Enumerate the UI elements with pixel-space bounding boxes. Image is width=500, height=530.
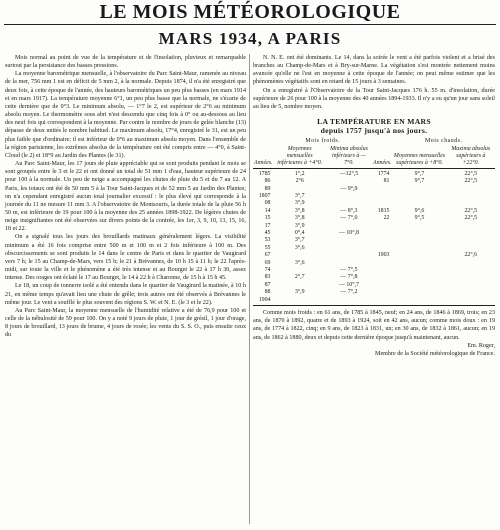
cell-year: 89	[264, 185, 271, 192]
cell-mean-low: 0°,4	[294, 229, 305, 236]
table-row	[253, 289, 495, 296]
cell-min-abs: — 10°,8	[338, 229, 359, 236]
cell-mean-low: 3°,9	[294, 200, 305, 207]
cell-max-abs	[447, 274, 495, 281]
cell-mean-high	[392, 297, 446, 306]
cell-year	[372, 186, 392, 193]
paragraph: On a enregistré à l'Observatoire de la Tour Saint-Jacques 176 h. 55 m. d'insolation, durée supérieure de 26 pour 100 à la moyenne des 40 années 1894-1933. Il n'y a eu qu'un jour sans soleil au lieu de 5, nombre moyen.	[253, 87, 495, 110]
cell-max-abs	[447, 282, 495, 289]
cell-mean-low: 2°6	[295, 178, 304, 185]
table-row	[253, 193, 495, 200]
cell-year	[372, 282, 392, 289]
cell-year: 74	[264, 267, 271, 273]
cell-mean-high: 9°,7	[414, 170, 425, 177]
table-row	[253, 252, 495, 259]
cell-year: 55	[264, 244, 271, 251]
cell-max-abs	[447, 223, 495, 230]
cell-mean-low	[273, 252, 325, 259]
cell-year	[372, 297, 392, 306]
cell-max-abs: 22°,5	[464, 215, 478, 222]
cell-year	[372, 223, 392, 230]
paragraph: Au Parc Saint-Maur, la moyenne mensuelle de l'humidité relative a été de 76,9 pour 100 et celle de la nébulosité de 59 pour 100. On y a noté 9 jours de pluie, 1 jour de grésil, 1 jour d'orage, 8 jours de brouillard, 13 jours de brume, 4 jours de rosée; les vents du S. S. O., puis ensuite ceux du	[5, 307, 246, 339]
cell-year	[372, 260, 392, 267]
cell-min-abs	[326, 245, 372, 252]
cell-mean-high	[392, 260, 446, 267]
cell-min-abs	[326, 237, 372, 244]
cell-max-abs	[447, 297, 495, 306]
col-header-mean-low: Moyennes mensuelles inférieures à +4°0.	[273, 146, 325, 169]
cell-year: 1785	[258, 170, 271, 177]
cell-year: 1774	[377, 170, 390, 177]
group-header-warm: Mois chauds.	[425, 138, 463, 145]
paragraph: La moyenne barométrique mensuelle, à l'observatoire du Parc Saint-Maur, ramenée au niveau de la mer, 756 mm 1 est en déficit de 5 mm 2, à la normale. Depuis 1874, il n'a été enregistré que deux fois, à cette époque de l'année, des hauteurs barométriques un peu plus basses (en mars 1914 et en mars 1917). La température moyenne 6°1, un peu plus basse que la normale, ne s'écarte de cette dernière que de 0°3. Le minimum absolu, — 1°7 le 2, est supérieur de 2°6 au minimum absolu moyen. Le thermomètre sous abri n'est descendu que cinq fois à 0° ou au-dessous au lieu des neuf fois qui correspondent à la moyenne. Par contre le nombre de jours de gelée blanche (13) dépasse de deux unités le nombre habituel. Le maximum absolu, 17°4, enregistré le 31, est un peu plus faible que d'ordinaire; il est inférieur de 0°6 au maximum absolu moyen. Dans l'ensemble de la région parisienne, les extrêmes absolus de la température ont été compris entre — 4°0, à Saint-Cloud (le 2) et 18°9 au Jardin des Plantes (le 31).	[5, 71, 246, 159]
cell-max-abs: 22°,5	[464, 170, 478, 177]
cell-year: 1903	[377, 252, 390, 259]
cell-min-abs	[326, 178, 372, 185]
signature-role: Membre de la Société météorologique de France.	[375, 350, 495, 357]
cell-min-abs: —12°,5	[339, 170, 359, 177]
table-row	[253, 267, 495, 274]
col-header-min-abs: Minima absolus inférieurs à — 7°0.	[326, 146, 372, 169]
cell-year: 08	[264, 200, 271, 207]
cell-mean-high: 9°,7	[414, 178, 425, 185]
cell-min-abs	[326, 200, 372, 207]
table-row	[253, 237, 495, 244]
col-header-year: Années.	[372, 146, 392, 169]
cell-year	[372, 237, 392, 244]
table-title-line: LA TEMPÉRATURE EN MARS	[317, 117, 431, 127]
table-row	[253, 223, 495, 230]
cell-min-abs: — 8°,3	[340, 207, 358, 214]
cell-mean-high	[392, 245, 446, 252]
cell-mean-low: 3°,9	[294, 222, 305, 229]
group-header-cold: Mois froids.	[305, 138, 341, 145]
cell-mean-high	[392, 193, 446, 200]
right-column	[253, 54, 495, 358]
cell-year: 83	[264, 274, 271, 281]
cell-year	[372, 193, 392, 200]
cell-max-abs	[447, 289, 495, 296]
cell-max-abs	[447, 267, 495, 274]
cell-mean-high: 9°,5	[414, 215, 425, 222]
cell-mean-high	[392, 252, 446, 259]
cell-year	[372, 289, 392, 296]
cell-mean-high	[392, 267, 446, 274]
table-title-line: depuis 1757 jusqu'à nos jours.	[320, 126, 428, 136]
cell-max-abs	[447, 186, 495, 193]
table-row	[253, 260, 495, 267]
cell-year	[372, 267, 392, 274]
cell-mean-high	[392, 223, 446, 230]
cell-mean-low: 3°,7	[294, 237, 305, 244]
cell-year	[372, 200, 392, 207]
paragraph: N. N. E. ont été dominants. Le 14, dans la soirée le vent a été parfois violent et a brisé des branches au Champ-de-Mars et à Bry-sur-Marne. La végétation s'est montrée nettement moins avancée qu'elle ne l'est en moyenne à cette époque de l'année; on peut même estimer que les phénomènes végétatifs sont en retard de 15 jours à 3 semaines.	[253, 55, 495, 86]
cell-min-abs	[326, 223, 372, 230]
cell-mean-high	[392, 237, 446, 244]
col-header-year: Années.	[253, 146, 273, 169]
cell-mean-low	[273, 297, 325, 306]
cell-year: 22	[383, 215, 390, 222]
cell-mean-high	[392, 282, 446, 289]
table-row	[253, 215, 495, 222]
paragraph: Au Parc Saint-Maur, les 17 jours de pluie appréciable qui se sont produits pendant le mois se sont groupés entre le 3 et le 22 et ont donné un total de 51 mm 1 d'eau, hauteur supérieure de 24 pour 100 à la normale. Un peu de neige a accompagné les chutes de pluie du 5 et du 7 au 12. A Paris, les totaux ont été de 50 mm 5 à la Tour Saint-Jacques et de 52 mm 5 au Jardin des Plantes; on n'a cependant enregistré aucun total journalier excessif : le plus élevé qui corresponde à la journée du 11 ne mesure 11 mm 3. A l'observatoire de Montsouris, la durée totale de la pluie 56 h 50 m, est inférieure de 19 pour 100 à la moyenne des 25 années 1898-1922. De légères chutes de neige insignifiantes ont été observées sur divers points de la contrée, les 1er, 3, 9, 10, 13, 15, 16, 18 et 22.	[5, 161, 246, 233]
paragraph: On a signalé tous les jours des brouillards matinaux généralement légers. La visibilité minimum a été 16 fois comprise entre 500 m et 100 m et 2 fois inférieure à 100 m. Des obscurcissements se sont produits le 14 dans le centre de Paris et dans le quartier de Vaugirard vers 7 h; le 15 au Champ-de-Mars, vers 15 h; le 21 à Brévannes, de 10 h 15 à 11 h; le 22 l'après-midi, sur toute la ville et le phénomène a été très intense et au Bourget le 22 à 17 h 30, assez intense. Des orages ont éclaté le 17 au Bourget, le 14 à 22 h à Charonne, de 15 h à 15 h 45.	[5, 234, 246, 282]
cell-year: 15	[264, 215, 271, 222]
cell-min-abs	[326, 193, 372, 200]
cell-max-abs	[447, 193, 495, 200]
table-row	[253, 245, 495, 252]
cell-year: 14	[264, 207, 271, 214]
cell-year: 1904	[253, 297, 273, 306]
cell-year: 69	[264, 259, 271, 266]
cell-mean-low: 2°,7	[294, 274, 305, 281]
cell-mean-low: 3°,6	[294, 259, 305, 266]
cell-min-abs: — 7°,5	[340, 267, 358, 273]
cell-max-abs: 22°,5	[464, 207, 478, 214]
table-row	[253, 168, 495, 178]
cell-min-abs: — 7°,0	[340, 215, 358, 222]
cell-min-abs: — 7°,8	[340, 274, 358, 281]
col-header-max-abs: Maxima absolus supérieurs à +22°0.	[447, 146, 495, 169]
left-column	[5, 54, 246, 339]
cell-year	[372, 245, 392, 252]
cell-max-abs: 22°,5	[464, 178, 478, 185]
cell-year: 87	[264, 281, 271, 288]
cell-mean-low: 3°,7	[294, 192, 305, 199]
cell-year: 53	[264, 237, 271, 244]
cell-mean-high	[392, 230, 446, 237]
cell-year: 67	[264, 252, 271, 259]
cell-year: 86	[264, 178, 271, 185]
cell-min-abs	[326, 260, 372, 267]
cell-min-abs	[326, 297, 372, 306]
cell-min-abs: — 7°,2	[340, 289, 358, 296]
cell-year	[372, 274, 392, 281]
cell-max-abs	[447, 260, 495, 267]
cell-mean-low: 1°,2	[294, 170, 305, 177]
cell-mean-low: 3°,8	[294, 215, 305, 222]
cell-mean-low	[273, 186, 325, 193]
paragraph: Le 18, un coup de tonnerre isolé a été entendu dans le quartier de Vaugirard la matinée, à 10 h 21, en même temps qu'avait lieu une chute de grêle; trois autres ont été observés à Brévannes le même jour. Le vent a soufflé le plus souvent des régions S. W. et N. E. (le 3 et le 22).	[5, 283, 246, 306]
cell-year: 1807	[258, 192, 271, 199]
cell-mean-high	[392, 200, 446, 207]
masthead: LE MOIS MÉTÉOROLOGIQUE	[4, 0, 496, 25]
cell-mean-low: 3°,8	[294, 207, 305, 214]
cell-mean-high: 9°,6	[414, 207, 425, 214]
signature-name: Em. Roger,	[467, 342, 495, 349]
cell-mean-low: 3°,9	[294, 289, 305, 296]
cell-max-abs	[447, 200, 495, 207]
cell-year: 88	[264, 289, 271, 296]
table-row	[253, 297, 495, 306]
cell-year: 45	[264, 229, 271, 236]
cell-max-abs	[447, 237, 495, 244]
table-row	[253, 208, 495, 215]
cell-mean-high	[392, 186, 446, 193]
table-row	[253, 282, 495, 289]
cell-max-abs: 22°,6	[464, 252, 478, 259]
temperature-table	[253, 138, 495, 306]
cell-mean-low: 3°,6	[294, 244, 305, 251]
cell-min-abs: — 9°,9	[340, 185, 358, 192]
cell-max-abs	[447, 230, 495, 237]
article-title: MARS 1934, A PARIS	[158, 29, 342, 48]
column-divider	[249, 54, 250, 524]
cell-year: 1815	[377, 207, 390, 214]
cell-year	[372, 230, 392, 237]
cell-mean-high	[392, 289, 446, 296]
table-title	[253, 117, 495, 135]
table-row	[253, 230, 495, 237]
cell-mean-high	[392, 274, 446, 281]
table-row	[253, 200, 495, 207]
paragraph: Mois normal au point de vue de la température et de l'insolation, pluvieux et remarquable surtout par la persistance des basses pressions.	[5, 55, 246, 70]
col-header-mean-high: Moyennes mensuelles supérieures à +8°0.	[392, 146, 446, 169]
table-row	[253, 186, 495, 193]
cell-min-abs	[326, 252, 372, 259]
table-row	[253, 274, 495, 281]
paragraph: Comme mois froids : en 61 ans, de 1785 à 1845, neuf; en 24 ans, de 1846 à 1869, trois; en 23 ans, de 1870 à 1892, quatre et de 1893 à 1924, soit en 42 ans, aucun; comme mois doux : en 19 ans, de 1774 à 1822, cinq; en 9 ans, de 1823 à 1831, un; en 30 ans, de 1832 à 1861, aucun; en 19 ans, de 1862 à 1880, deux et depuis cette dernière époque jusqu'à maintenant, aucun.	[253, 310, 495, 341]
table-row	[253, 178, 495, 185]
cell-min-abs: — 10°,7	[338, 281, 359, 288]
cell-year: 81	[383, 178, 390, 185]
cell-year: 17	[264, 222, 271, 229]
